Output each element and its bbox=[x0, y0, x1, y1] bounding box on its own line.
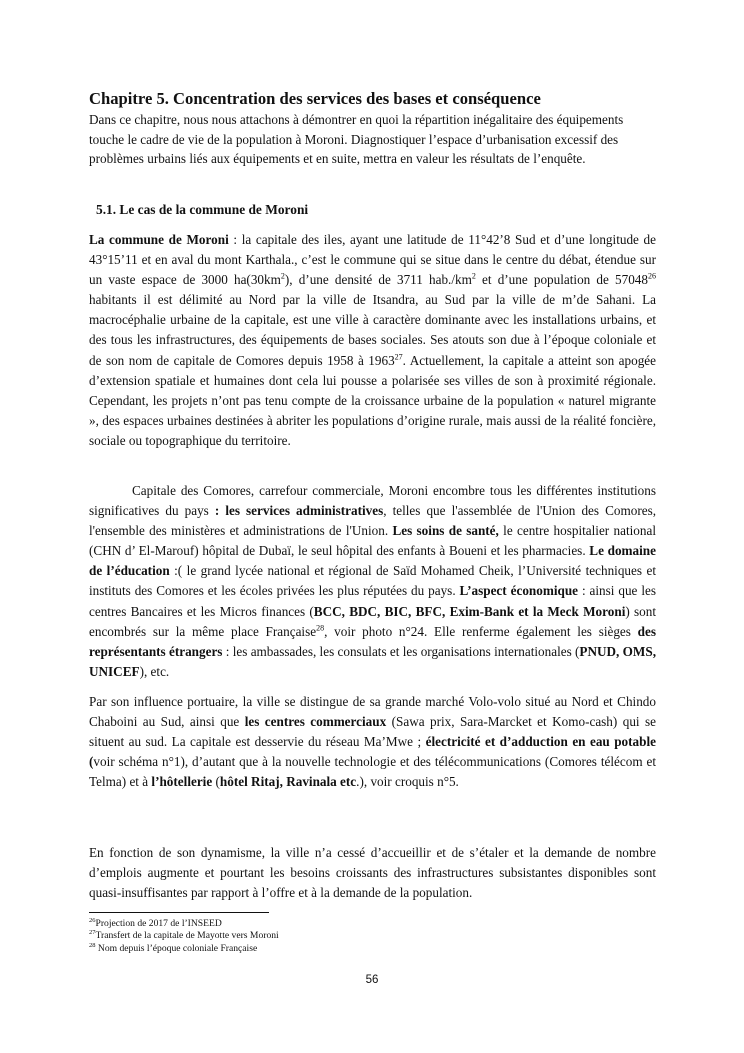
paragraph-commune-moroni bbox=[89, 230, 656, 451]
text-run: habitants il est délimité au Nord par la ville de Itsandra, au Sud par la ville de m’de Sahani. La macrocéphalie urbaine de la capitale, est une ville à caractère dominante avec les installations urbains, et des tous les infrastructures, des équipements de bases sociales. Ses atouts son due à l’époque coloniale et de son nom de capitale de Comores depuis 1958 à 1963 bbox=[89, 292, 656, 368]
text-run: , telles que l'assemblée de l'Union des Comores, l'ensemble des ministères et administrations de l'Union. bbox=[89, 503, 656, 539]
bold-phrase: Les soins de santé, bbox=[392, 523, 499, 539]
paragraph-dynamisme: En fonction de son dynamisme, la ville n’a cessé d’accueillir et de s’étaler et la demande de nombre d’emplois augmente et pourtant les besoins croissants des infrastructures subsistantes disponibles sont quasi-insuffisantes par rapport à l’offre et à la demande de la population. bbox=[89, 845, 656, 901]
text-run: ) sont encombrés sur la même place Française bbox=[89, 603, 657, 639]
text-run: ( bbox=[212, 774, 220, 790]
footnote-ref-26: 26 bbox=[648, 271, 656, 281]
footnote-number: 26 bbox=[89, 916, 96, 924]
footnote-text: Transfert de la capitale de Mayotte vers Moroni bbox=[95, 930, 279, 942]
bold-phrase: les centres commerciaux bbox=[244, 714, 387, 730]
chapter-intro: Dans ce chapitre, nous nous attachons à démontrer en quoi la répartition inégalitaire des équipements touche le cadre de vie de la population à Moroni. Diagnostiquer l’espace d’urbanisation excessif des problèmes urbains liés aux équipements et en suite, mettra en valeur les résultats de l’enquête. bbox=[89, 112, 624, 167]
bold-phrase: des représentants étrangers bbox=[89, 623, 656, 659]
paragraph-capitale bbox=[89, 481, 656, 682]
bold-phrase: Le domaine de l’éducation bbox=[89, 543, 656, 579]
bold-phrase: La commune de Moroni bbox=[89, 232, 229, 247]
text-run: : la capitale des iles, ayant une latitude de 11°42’8 Sud et d’une longitude de 43°15’11 et en aval du mont Karthala., c’est le commune qui se situe dans le centre du débat, étendue sur un vaste espace de 3000 ha(30km bbox=[89, 232, 656, 288]
text-run: ), d’une densité de 3711 hab./km bbox=[284, 272, 472, 288]
footnote-text: Projection de 2017 de l’INSEED bbox=[95, 918, 222, 929]
footnote-ref-27: 27 bbox=[394, 352, 403, 362]
footnote bbox=[89, 943, 649, 955]
bold-phrase: BCC, BDC, BIC, BFC, Exim-Bank et la Meck Moroni bbox=[313, 603, 626, 619]
footnote-text: Nom depuis l’époque coloniale Française bbox=[95, 942, 258, 954]
text-run: Capitale des Comores, carrefour commerciale, Moroni encombre tous les différentes institutions significatives du pays bbox=[89, 483, 656, 519]
text-run: Par son influence portuaire, la ville se distingue de sa grande marché Volo-volo situé au Nord et Chindo Chaboini au Sud, ainsi que bbox=[89, 694, 656, 730]
paragraph-influence-portuaire bbox=[89, 692, 656, 792]
text-run: voir schéma n°1), d’autant que à la nouvelle technologie et des télécommunications (Comores télécom et Telma) et à bbox=[89, 754, 656, 790]
footnote-ref-28: 28 bbox=[316, 623, 325, 633]
text-run: et d’une population de 57048 bbox=[475, 272, 648, 288]
bold-phrase: PNUD, OMS, UNICEF bbox=[89, 643, 656, 679]
page-number: 56 bbox=[365, 974, 379, 986]
superscript: 2 bbox=[280, 271, 285, 281]
text-run: (Sawa prix, Sara-Marcket et Komo-cash) qui se situent au sud. La capitale est desservie du réseau Ma’Mwe ; bbox=[89, 714, 656, 750]
text-run: . Actuellement, la capitale a atteint son apogée d’extension spatiale et humaines dont cela lui pousse a polarisée ses villes de son à proximité régionale. Cependant, les projets n’ont pas tenu compte de la croissance urbaine de la population « naturel migrante », des espaces urbaines destinées à abriter les populations d’origine rurale, mais aussi de la réalité foncière, sociale ou topographique du territoire. bbox=[89, 352, 656, 448]
bold-phrase: : les services administratives bbox=[214, 503, 384, 519]
bold-phrase: l’hôtellerie bbox=[151, 774, 213, 790]
text-run: , voir photo n°24. Elle renferme également les sièges bbox=[324, 623, 638, 639]
text-run: :( le grand lycée national et régional de Saïd Mohamed Cheik, l’Université techniques et instituts des Comores et les écoles privées les plus réputées du pays. bbox=[89, 563, 656, 599]
text-run: le centre hospitalier national (CHN d’ El-Marouf) hôpital de Dubaï, le seul hôpital des enfants à Boueni et les pharmacies. bbox=[89, 523, 656, 559]
bold-phrase: hôtel Ritaj, Ravinala etc bbox=[219, 774, 357, 790]
text-run: .), voir croquis n°5. bbox=[356, 774, 459, 790]
footnote-number: 27 bbox=[89, 929, 96, 937]
footnote-number: 28 bbox=[89, 941, 96, 949]
footnotes bbox=[89, 918, 649, 955]
text-run: ), etc. bbox=[139, 663, 170, 679]
superscript: 2 bbox=[471, 271, 476, 281]
footnote bbox=[89, 930, 649, 942]
bold-phrase: électricité et d’adduction en eau potable ( bbox=[89, 734, 656, 770]
section-heading: 5.1. Le cas de la commune de Moroni bbox=[96, 202, 309, 217]
footnote bbox=[89, 918, 649, 930]
footnote-separator bbox=[89, 912, 269, 913]
bold-phrase: L’aspect économique bbox=[459, 583, 579, 599]
text-run: : les ambassades, les consulats et les organisations internationales ( bbox=[222, 643, 580, 659]
chapter-title: Chapitre 5. Concentration des services des bases et conséquence bbox=[89, 89, 541, 108]
text-run: : ainsi que les centres Bancaires et les Micros finances ( bbox=[89, 583, 656, 619]
